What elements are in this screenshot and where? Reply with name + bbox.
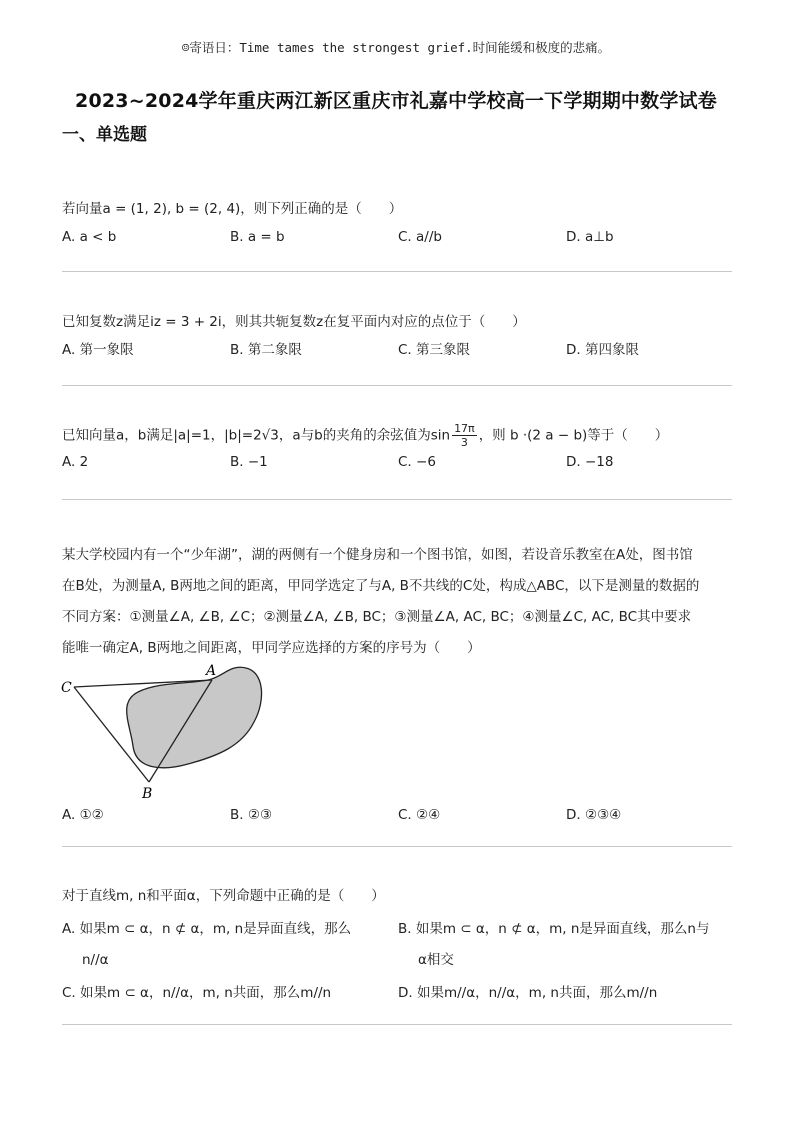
question-4-line-2: 在B处，为测量A, B两地之间的距离，甲同学选定了与A, B不共线的C处，构成△ABC，以下是测量的数据的 (62, 578, 700, 594)
motto: ☺寄语日：Time tames the strongest grief.时间能缓和极度的悲痛。 (181, 40, 611, 55)
point-label-b: B (142, 786, 153, 802)
option-b[interactable]: B. 第二象限 (230, 342, 302, 358)
question-4-options (62, 804, 732, 826)
lake-figure (58, 660, 273, 802)
option-b[interactable]: B. a = b (230, 229, 285, 245)
question-5-stem: 对于直线m, n和平面α，下列命题中正确的是（ ） (62, 888, 385, 904)
option-a[interactable]: A. 2 (62, 454, 89, 470)
question-1-options (62, 226, 732, 248)
section-heading: 一、单选题 (62, 125, 147, 145)
fraction-denominator: 3 (460, 436, 468, 449)
question-3-stem-part2: ，则 b ·(2 a − b)等于（ ） (478, 427, 669, 444)
question-3 (62, 422, 732, 473)
question-1 (62, 198, 732, 248)
point-label-c: C (61, 680, 72, 696)
question-1-stem: 若向量a = (1, 2), b = (2, 4)，则下列正确的是（ ） (62, 201, 403, 217)
divider (62, 499, 732, 500)
fraction-numerator: 17π (454, 422, 475, 435)
question-3-options (62, 451, 732, 473)
option-d[interactable]: D. 如果m//α，n//α，m, n共面，那么m//n (398, 985, 658, 1001)
option-c[interactable]: C. ②④ (398, 807, 441, 823)
option-d[interactable]: D. 第四象限 (566, 342, 639, 358)
option-a[interactable]: A. 如果m ⊂ α，n ⊄ α，m, n是异面直线，那么 (62, 921, 352, 937)
point-label-a: A (206, 663, 217, 679)
divider (62, 1024, 732, 1025)
question-3-stem (62, 422, 732, 449)
option-a[interactable]: A. ①② (62, 807, 104, 823)
option-b-continued: α相交 (418, 952, 454, 968)
option-c[interactable]: C. 如果m ⊂ α，n//α，m, n共面，那么m//n (62, 985, 332, 1001)
option-d[interactable]: D. ②③④ (566, 807, 622, 823)
option-c[interactable]: C. 第三象限 (398, 342, 471, 358)
option-a[interactable]: A. a < b (62, 229, 117, 245)
question-4 (62, 540, 732, 664)
lake-shape (127, 667, 262, 768)
question-4-line-3: 不同方案：①测量∠A, ∠B, ∠C；②测量∠A, ∠B, BC；③测量∠A, AC, BC；④测量∠C, AC, BC其中要求 (62, 609, 692, 625)
option-d[interactable]: D. a⊥b (566, 229, 614, 245)
option-d[interactable]: D. −18 (566, 454, 614, 470)
fraction (452, 422, 477, 449)
question-2-stem: 已知复数z满足iz = 3 + 2i，则其共轭复数z在复平面内对应的点位于（ ） (62, 314, 526, 330)
question-4-line-4: 能唯一确定A, B两地之间距离，甲同学应选择的方案的序号为（ ） (62, 640, 481, 656)
option-c[interactable]: C. a//b (398, 229, 442, 245)
option-b[interactable]: B. ②③ (230, 807, 273, 823)
question-3-stem-part1: 已知向量a，b满足|a|=1，|b|=2√3，a与b的夹角的余弦值为sin (62, 427, 451, 444)
option-c[interactable]: C. −6 (398, 454, 436, 470)
page-title: 2023~2024学年重庆两江新区重庆市礼嘉中学校高一下学期期中数学试卷 (75, 90, 717, 112)
question-2 (62, 311, 732, 361)
divider (62, 846, 732, 847)
option-b[interactable]: B. −1 (230, 454, 268, 470)
divider (62, 271, 732, 272)
option-a[interactable]: A. 第一象限 (62, 342, 134, 358)
question-4-options-wrap (62, 804, 732, 826)
question-4-line-1: 某大学校园内有一个“少年湖”，湖的两侧有一个健身房和一个图书馆，如图，若设音乐教室在A处，图书馆 (62, 547, 693, 563)
option-a-continued: n//α (82, 952, 109, 968)
divider (62, 385, 732, 386)
question-5 (62, 885, 732, 1005)
question-2-options (62, 339, 732, 361)
option-b[interactable]: B. 如果m ⊂ α，n ⊄ α，m, n是异面直线，那么n与 (398, 921, 710, 937)
